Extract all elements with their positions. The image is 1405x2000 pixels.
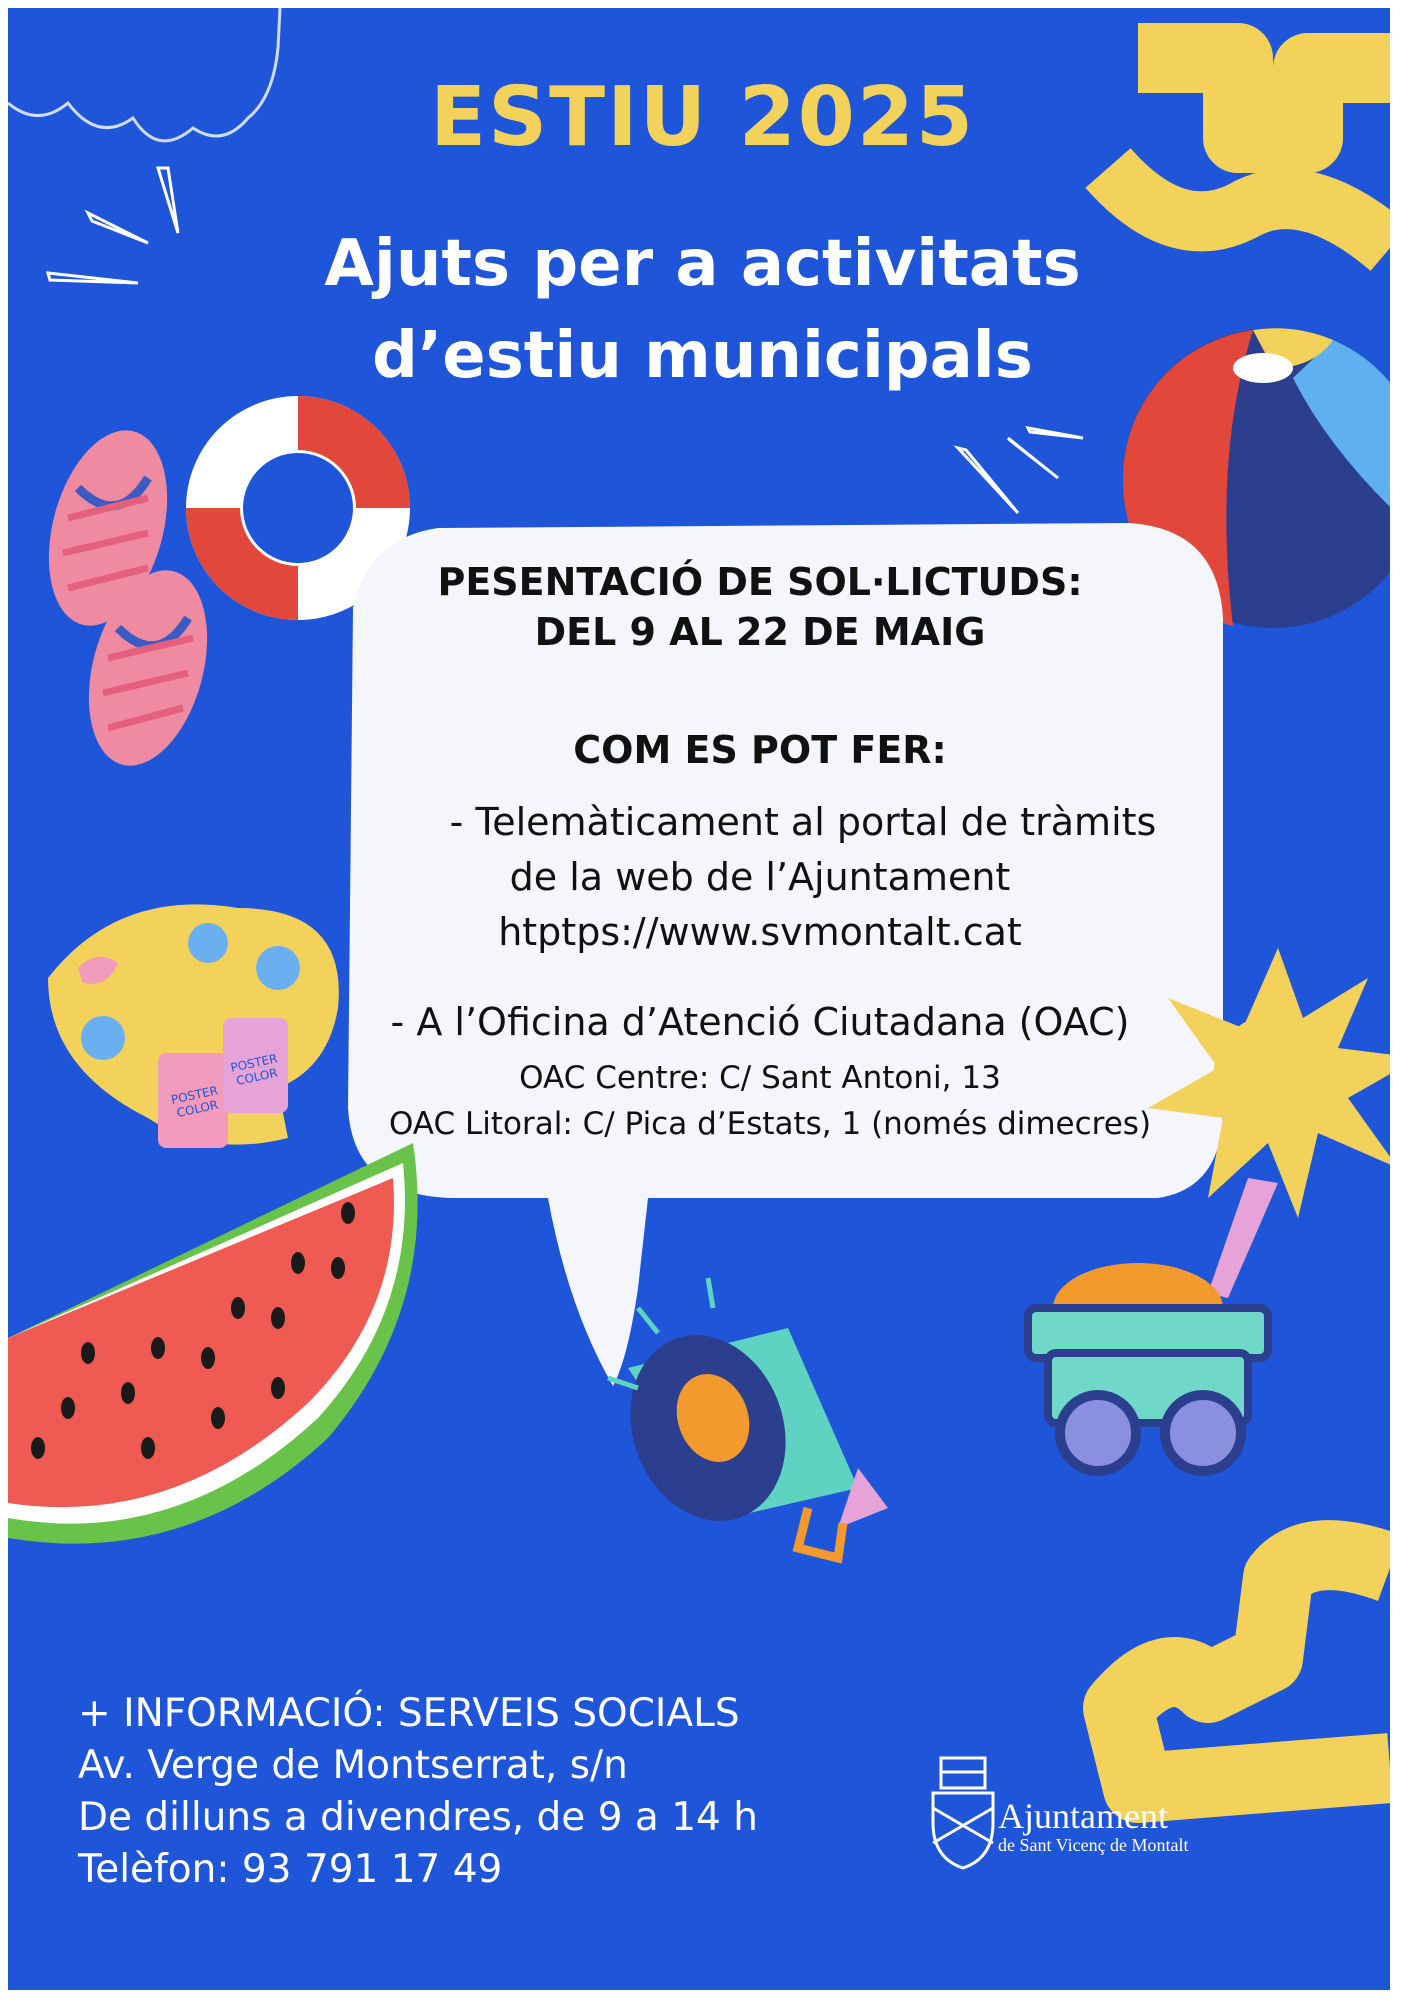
yellow-squiggle-bottom (1118, 1555, 1390, 1788)
footer-info (78, 1688, 758, 1896)
poster (8, 8, 1390, 1990)
online-line-2: de la web de l’Ajuntament (509, 855, 1011, 899)
footer-phone[interactable]: Telèfon: 93 791 17 49 (78, 1847, 503, 1892)
subtitle-line-1: Ajuts per a activitats (324, 227, 1081, 301)
watermelon (8, 1143, 418, 1544)
toy-wagon (1028, 1178, 1278, 1471)
megaphone (605, 1278, 888, 1558)
council-crest (933, 1758, 993, 1868)
paint-jar-label-2: POSTER COLOR (229, 1051, 279, 1089)
online-url[interactable]: htptps://www.svmontalt.cat (498, 910, 1022, 954)
footer-info-title: + INFORMACIÓ: SERVEIS SOCIALS (78, 1691, 740, 1736)
applications-heading: PESENTACIÓ DE SOL·LICTUDS: (437, 560, 1083, 604)
online-line-1: - Telemàticament al portal de tràmits (449, 800, 1157, 844)
office-line: - A l’Oficina d’Atenció Ciutadana (OAC) (390, 1000, 1130, 1044)
oac-litoral: OAC Litoral: C/ Pica d’Estats, 1 (només dimecres) (388, 1106, 1152, 1142)
applications-dates: DEL 9 AL 22 DE MAIG (534, 610, 986, 654)
page-title: ESTIU 2025 (430, 70, 975, 165)
page-subtitle (8, 218, 1390, 402)
oac-centre: OAC Centre: C/ Sant Antoni, 13 (519, 1060, 1001, 1096)
council-logo (998, 1798, 1189, 1856)
footer-address: Av. Verge de Montserrat, s/n (78, 1743, 628, 1788)
sparkle-right (958, 428, 1083, 513)
logo-place: de Sant Vicenç de Montalt (998, 1835, 1189, 1855)
subtitle-line-2: d’estiu municipals (372, 319, 1033, 393)
logo-name: Ajuntament (998, 1796, 1168, 1836)
footer-hours: De dilluns a divendres, de 9 a 14 h (78, 1795, 758, 1840)
paint-jar-label-1: POSTER COLOR (169, 1083, 220, 1121)
how-heading: COM ES POT FER: (573, 728, 947, 772)
